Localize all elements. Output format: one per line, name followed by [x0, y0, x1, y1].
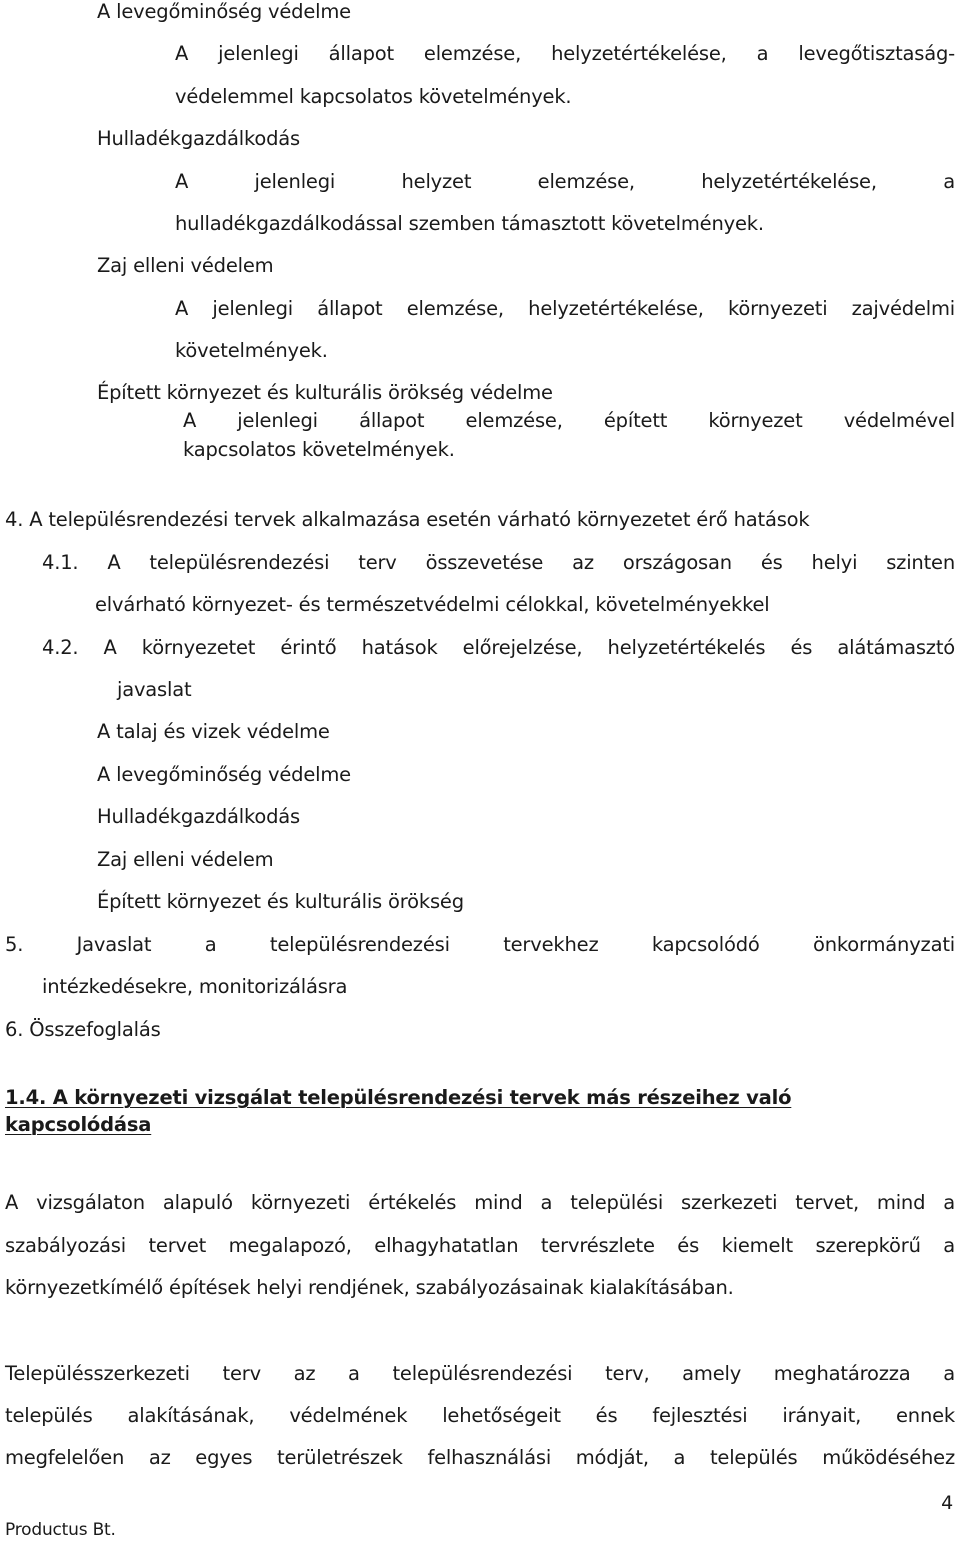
outline-item: hulladékgazdálkodással szemben támasztott követelmények. [175, 212, 764, 235]
outline-item: A jelenlegi állapot elemzése, helyzetértékelése, a levegőtisztaság- [175, 42, 955, 65]
outline-item: intézkedésekre, monitorizálásra [42, 975, 348, 998]
paragraph-line: szabályozási tervet megalapozó, elhagyhatatlan tervrészlete és kiemelt szerepkörű a [5, 1234, 955, 1257]
outline-item: elvárható környezet- és természetvédelmi célokkal, követelményekkel [95, 593, 770, 616]
paragraph-line: megfelelően az egyes területrészek felhasználási módját, a település működéséhez [5, 1446, 955, 1469]
outline-item: kapcsolatos követelmények. [183, 438, 455, 461]
section-heading: 1.4. A környezeti vizsgálat településrendezési tervek más részeihez való [5, 1086, 792, 1109]
outline-item: követelmények. [175, 339, 328, 362]
outline-item: A jelenlegi helyzet elemzése, helyzetértékelése, a [175, 170, 955, 193]
paragraph-line: település alakításának, védelmének lehetőségeit és fejlesztési irányait, ennek [5, 1404, 955, 1427]
outline-subchapter: 4.2. A környezetet érintő hatások előrejelzése, helyzetértékelés és alátámasztó [42, 636, 955, 659]
outline-item: A talaj és vizek védelme [97, 720, 330, 743]
paragraph-line: Településszerkezeti terv az a településrendezési terv, amely meghatározza a [5, 1362, 955, 1385]
outline-item: A jelenlegi állapot elemzése, helyzetértékelése, környezeti zajvédelmi [175, 297, 955, 320]
section-heading-continued: kapcsolódása [5, 1113, 152, 1136]
outline-item: Zaj elleni védelem [97, 254, 274, 277]
outline-item: javaslat [117, 678, 192, 701]
outline-item: Épített környezet és kulturális örökség védelme [97, 381, 553, 404]
outline-chapter: 5. Javaslat a településrendezési tervekhez kapcsolódó önkormányzati [5, 933, 955, 956]
outline-item: Hulladékgazdálkodás [97, 805, 300, 828]
outline-chapter: 6. Összefoglalás [5, 1018, 161, 1041]
outline-item: Zaj elleni védelem [97, 848, 274, 871]
outline-item: A levegőminőség védelme [97, 0, 351, 23]
outline-item: védelemmel kapcsolatos követelmények. [175, 85, 572, 108]
outline-item: Hulladékgazdálkodás [97, 127, 300, 150]
outline-item: A levegőminőség védelme [97, 763, 351, 786]
outline-subchapter: 4.1. A településrendezési terv összevetése az országosan és helyi szinten [42, 551, 955, 574]
outline-item: Épített környezet és kulturális örökség [97, 890, 464, 913]
page-number: 4 [941, 1492, 953, 1514]
footer-company: Productus Bt. [5, 1520, 116, 1540]
outline-item: A jelenlegi állapot elemzése, épített környezet védelmével [183, 409, 955, 432]
paragraph-line: A vizsgálaton alapuló környezeti értékelés mind a települési szerkezeti tervet, mind a [5, 1191, 955, 1214]
paragraph-line: környezetkímélő építések helyi rendjének, szabályozásainak kialakításában. [5, 1276, 734, 1299]
outline-chapter: 4. A településrendezési tervek alkalmazása esetén várható környezetet érő hatások [5, 508, 810, 531]
